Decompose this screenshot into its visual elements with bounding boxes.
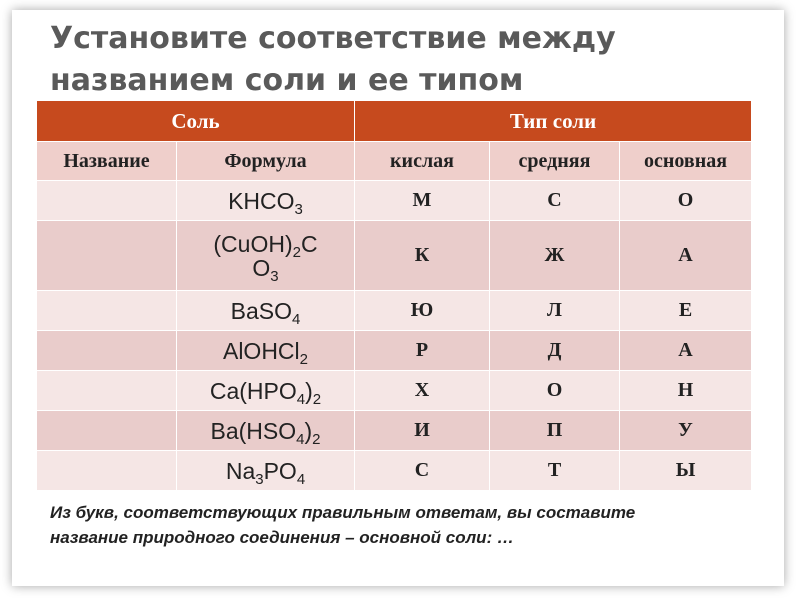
salt-name-cell: [37, 371, 177, 411]
formula-text: AlOHCl: [222, 337, 300, 364]
header-acidic: кислая: [355, 142, 490, 181]
salt-name-cell: [37, 221, 177, 291]
letter-medium: С: [490, 181, 620, 221]
salt-formula-cell: [177, 291, 355, 331]
letter-acidic: Ю: [355, 291, 490, 331]
salt-formula-cell: [177, 181, 355, 221]
letter-medium: П: [490, 411, 620, 451]
salt-formula-cell: [177, 331, 355, 371]
letter-acidic: Р: [355, 331, 490, 371]
formula-text: O: [252, 254, 271, 281]
formula-subscript: 2: [299, 350, 308, 368]
salt-formula-cell: [177, 451, 355, 491]
salt-name-cell: [37, 411, 177, 451]
slide-title: Установите соответствие между названием соли и ее типом: [50, 21, 616, 98]
letter-acidic: М: [355, 181, 490, 221]
letter-medium: Ж: [490, 221, 620, 291]
header-salt-type: Тип соли: [355, 101, 752, 142]
letter-acidic: И: [355, 411, 490, 451]
letter-basic: А: [620, 331, 752, 371]
header-salt: Соль: [37, 101, 355, 142]
formula-subscript: 2: [312, 390, 322, 408]
letter-basic: О: [620, 181, 752, 221]
formula-text: Ba(HSO: [210, 417, 297, 444]
formula-subscript: 4: [292, 310, 301, 328]
formula-text: Na: [225, 457, 256, 484]
formula-subscript: 4: [296, 390, 306, 408]
header-basic: основная: [620, 142, 752, 181]
formula-text: C: [300, 230, 318, 257]
header-name: Название: [37, 142, 177, 181]
formula-text: PO: [263, 457, 297, 484]
salt-name-cell: [37, 331, 177, 371]
formula-subscript: 2: [292, 243, 301, 261]
letter-basic: У: [620, 411, 752, 451]
formula-text: BaSO: [230, 297, 293, 324]
letter-basic: А: [620, 221, 752, 291]
footer-instruction: Из букв, соответствующих правильным ответам, вы составите название природного соединения – основной соли: …: [50, 503, 636, 547]
letter-medium: Л: [490, 291, 620, 331]
formula-subscript: 3: [294, 200, 303, 218]
salt-formula-cell: [177, 411, 355, 451]
salt-name-cell: [37, 291, 177, 331]
table-row: [37, 411, 752, 451]
letter-acidic: С: [355, 451, 490, 491]
table-row: [37, 291, 752, 331]
formula-subscript: 3: [255, 470, 264, 488]
formula-text: (CuOH): [213, 230, 293, 257]
formula-subscript: 4: [296, 430, 305, 448]
table-row: [37, 451, 752, 491]
letter-acidic: Х: [355, 371, 490, 411]
table-row: [37, 221, 752, 291]
formula-text: Ca(HPO: [209, 377, 297, 404]
letter-acidic: К: [355, 221, 490, 291]
formula-text: KHCO: [228, 187, 295, 214]
letter-basic: Н: [620, 371, 752, 411]
formula-subscript: 4: [296, 470, 306, 488]
letter-basic: Ы: [620, 451, 752, 491]
formula-subscript: 2: [312, 430, 321, 448]
table-row: [37, 331, 752, 371]
salt-name-cell: [37, 451, 177, 491]
salt-table: [36, 100, 752, 491]
table-row: [37, 371, 752, 411]
header-medium: средняя: [490, 142, 620, 181]
letter-basic: Е: [620, 291, 752, 331]
formula-subscript: 3: [270, 267, 279, 285]
letter-medium: Т: [490, 451, 620, 491]
letter-medium: Д: [490, 331, 620, 371]
formula-text: ): [304, 417, 313, 444]
salt-formula-cell: [177, 371, 355, 411]
header-formula: Формула: [177, 142, 355, 181]
salt-formula-cell: [177, 221, 355, 291]
salt-name-cell: [37, 181, 177, 221]
table-row: [37, 181, 752, 221]
formula-text: ): [305, 377, 313, 404]
letter-medium: О: [490, 371, 620, 411]
